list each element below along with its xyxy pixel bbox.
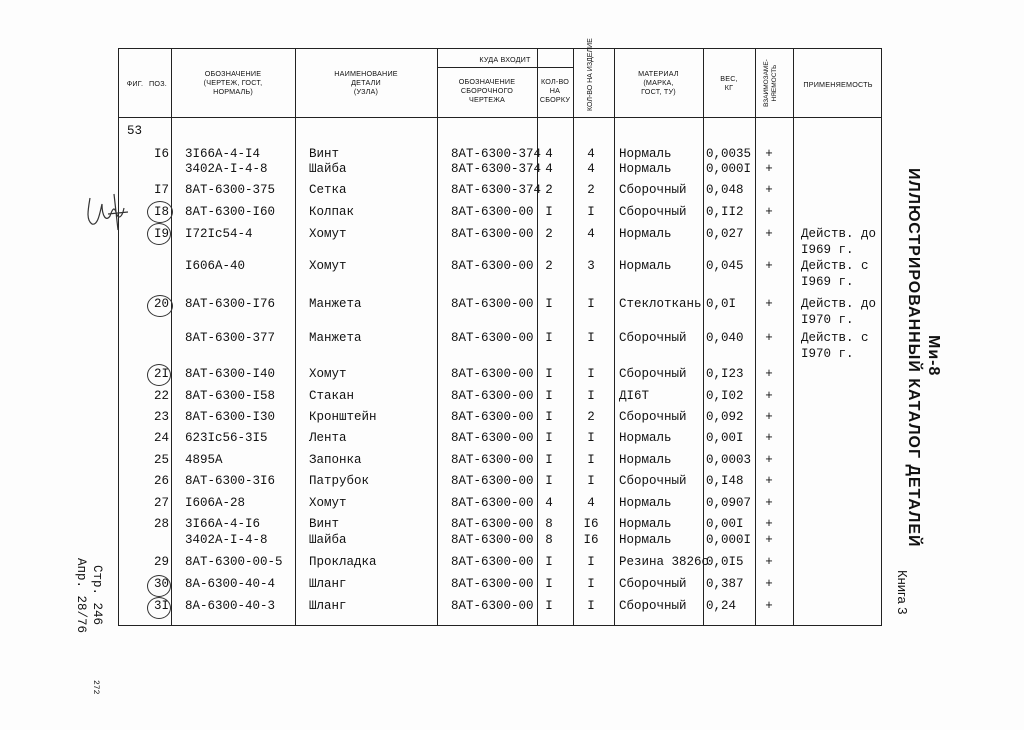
cell-x: +: [765, 147, 773, 161]
cell-mat: Нормаль: [619, 162, 672, 176]
header-asm-line: ЧЕРТЕЖА: [468, 95, 506, 104]
cell-x: +: [765, 496, 773, 510]
cell-qa: I: [545, 474, 553, 488]
cell-qa: 8: [545, 517, 553, 531]
cell-x: +: [765, 517, 773, 531]
cell-mat: Сборочный: [619, 577, 687, 591]
cell-code: 8AT-6300-375: [185, 183, 276, 197]
page-number: 272: [91, 680, 100, 695]
cell-name: Лента: [309, 431, 347, 445]
cell-ap: I969 г.: [801, 243, 854, 257]
cell-pos: 26: [153, 474, 169, 488]
cell-name: Хомут: [309, 259, 347, 273]
cell-asm: 8AT-6300-00: [451, 474, 534, 488]
header-qty-asm-line: КОЛ-ВО: [540, 77, 570, 86]
col-divider: [573, 49, 574, 625]
cell-qp: 4: [587, 162, 595, 176]
cell-w: 0,0I5: [706, 555, 744, 569]
cell-name: Шайба: [309, 533, 347, 547]
cell-w: 0,027: [706, 227, 744, 241]
cell-asm: 8AT-6300-00: [451, 496, 534, 510]
cell-name: Прокладка: [309, 555, 377, 569]
cell-name: Патрубок: [309, 474, 370, 488]
cell-qp: 2: [587, 183, 595, 197]
header-code: [171, 69, 295, 96]
cell-asm: 8AT-6300-00: [451, 577, 534, 591]
cell-code: 8A-6300-40-3: [185, 599, 276, 613]
cell-pos: I8: [153, 205, 169, 219]
position-circle: [147, 223, 171, 245]
header-name-line: НАИМЕНОВАНИЕ: [334, 69, 398, 78]
cell-pos: 27: [153, 496, 169, 510]
cell-code: 8AT-6300-I76: [185, 297, 276, 311]
cell-qp: I: [587, 474, 595, 488]
cell-x: +: [765, 453, 773, 467]
header-asm-line: СБОРОЧНОГО: [460, 86, 514, 95]
cell-code: I606A-28: [185, 496, 246, 510]
position-circle: [147, 364, 171, 386]
cell-w: 0,092: [706, 410, 744, 424]
cell-name: Манжета: [309, 297, 362, 311]
header-asm-line: ОБОЗНАЧЕНИЕ: [458, 77, 516, 86]
cell-code: 3402A-I-4-8: [185, 162, 268, 176]
cell-x: +: [765, 599, 773, 613]
cell-asm: 8AT-6300-00: [451, 205, 534, 219]
cell-pos: 23: [153, 410, 169, 424]
cell-qa: 8: [545, 533, 553, 547]
cell-pos: 22: [153, 389, 169, 403]
cell-x: +: [765, 555, 773, 569]
cell-name: Хомут: [309, 367, 347, 381]
cell-w: 0,24: [706, 599, 737, 613]
cell-qa: 4: [545, 496, 553, 510]
cell-asm: 8AT-6300-00: [451, 555, 534, 569]
cell-name: Манжета: [309, 331, 362, 345]
cell-code: 3I66A-4-I6: [185, 517, 261, 531]
cell-qa: I: [545, 599, 553, 613]
cell-x: +: [765, 410, 773, 424]
cell-w: 0,040: [706, 331, 744, 345]
cell-w: 0,II2: [706, 205, 744, 219]
cell-code: 8AT-6300-I30: [185, 410, 276, 424]
cell-w: 0,I23: [706, 367, 744, 381]
cell-qp: I6: [583, 533, 599, 547]
cell-pos: 20: [153, 297, 169, 311]
cell-pos: 24: [153, 431, 169, 445]
cell-name: Шланг: [309, 599, 347, 613]
cell-w: 0,00I: [706, 431, 744, 445]
cell-asm: 8AT-6300-374: [451, 183, 542, 197]
position-circle: [147, 201, 173, 223]
header-material-line: МАТЕРИАЛ: [638, 69, 679, 78]
header-applic: ПРИМЕНЯЕМОСТЬ: [803, 80, 873, 89]
cell-qp: I: [587, 555, 595, 569]
cell-code: 8AT-6300-I60: [185, 205, 276, 219]
cell-qa: I: [545, 205, 553, 219]
parts-table: [118, 38, 882, 626]
cell-mat: Нормаль: [619, 259, 672, 273]
cell-qp: I: [587, 297, 595, 311]
col-divider: [437, 49, 438, 625]
cell-x: +: [765, 331, 773, 345]
cell-w: 0,I48: [706, 474, 744, 488]
cell-x: +: [765, 367, 773, 381]
cell-asm: 8AT-6300-374: [451, 162, 542, 176]
header-material-line: ГОСТ, ТУ): [641, 87, 676, 96]
cell-name: Запонка: [309, 453, 362, 467]
cell-mat: Нормаль: [619, 533, 672, 547]
cell-qp: 2: [587, 410, 595, 424]
col-divider: [537, 49, 538, 625]
cell-qp: I6: [583, 517, 599, 531]
cell-code: 4895A: [185, 453, 223, 467]
cell-mat: Сборочный: [619, 205, 687, 219]
cell-name: Винт: [309, 147, 340, 161]
cell-x: +: [765, 577, 773, 591]
header-subdivider: [437, 67, 573, 68]
cell-x: +: [765, 227, 773, 241]
cell-pos: I7: [153, 183, 169, 197]
cell-w: 0,048: [706, 183, 744, 197]
cell-qp: 4: [587, 496, 595, 510]
cell-w: 0,0I: [706, 297, 737, 311]
cell-x: +: [765, 431, 773, 445]
cell-asm: 8AT-6300-00: [451, 431, 534, 445]
cell-w: 0,000I: [706, 533, 752, 547]
col-divider: [614, 49, 615, 625]
cell-qp: I: [587, 453, 595, 467]
cell-asm: 8AT-6300-00: [451, 259, 534, 273]
cell-w: 0,387: [706, 577, 744, 591]
header-code-line: НОРМАЛЬ): [213, 87, 253, 96]
cell-qa: I: [545, 577, 553, 591]
header-name-line: ДЕТАЛИ: [351, 78, 381, 87]
header-pos: ПОЗ.: [149, 79, 167, 88]
cell-pos: 28: [153, 517, 169, 531]
cell-qp: I: [587, 577, 595, 591]
cell-pos: 25: [153, 453, 169, 467]
cell-qa: I: [545, 431, 553, 445]
cell-ap: I970 г.: [801, 313, 854, 327]
cell-mat: Сборочный: [619, 331, 687, 345]
cell-mat: Сборочный: [619, 183, 687, 197]
cell-name: Стакан: [309, 389, 355, 403]
cell-qa: 4: [545, 147, 553, 161]
book-label: Книга 3: [895, 570, 910, 615]
cell-qa: I: [545, 389, 553, 403]
cell-ap: I970 г.: [801, 347, 854, 361]
position-circle: [147, 575, 171, 597]
cell-ap: Действ. с: [801, 259, 869, 273]
header-fig: ФИГ.: [126, 79, 144, 88]
cell-asm: 8AT-6300-00: [451, 227, 534, 241]
date-label: Апр. 28/76: [74, 558, 88, 634]
header-weight-line: КГ: [724, 83, 734, 92]
cell-x: +: [765, 183, 773, 197]
cell-qa: I: [545, 331, 553, 345]
cell-asm: 8AT-6300-00: [451, 599, 534, 613]
side-title-catalog: ИЛЛЮСТРИРОВАННЫЙ КАТАЛОГ ДЕТАЛЕЙ: [905, 168, 922, 548]
cell-qp: I: [587, 389, 595, 403]
cell-asm: 8AT-6300-00: [451, 367, 534, 381]
cell-qa: 2: [545, 227, 553, 241]
cell-asm: 8AT-6300-00: [451, 389, 534, 403]
col-divider: [793, 49, 794, 625]
cell-qa: 2: [545, 259, 553, 273]
header-code-line: (ЧЕРТЕЖ, ГОСТ,: [203, 78, 263, 87]
cell-asm: 8AT-6300-00: [451, 533, 534, 547]
cell-asm: 8AT-6300-00: [451, 297, 534, 311]
header-weight-line: ВЕС,: [720, 74, 738, 83]
cell-qp: I: [587, 599, 595, 613]
cell-mat: Сборочный: [619, 599, 687, 613]
cell-x: +: [765, 474, 773, 488]
cell-name: Колпак: [309, 205, 355, 219]
cell-mat: Нормаль: [619, 147, 672, 161]
col-divider: [703, 49, 704, 625]
cell-name: Сетка: [309, 183, 347, 197]
cell-code: 8AT-6300-I58: [185, 389, 276, 403]
header-divider: [119, 117, 881, 118]
cell-mat: Стеклоткань: [619, 297, 702, 311]
cell-w: 0,045: [706, 259, 744, 273]
header-name: [295, 69, 437, 96]
cell-code: 8AT-6300-00-5: [185, 555, 283, 569]
cell-ap: Действ. до: [801, 227, 877, 241]
cell-qp: 4: [587, 147, 595, 161]
cell-pos: 30: [153, 577, 169, 591]
cell-w: 0,00I: [706, 517, 744, 531]
position-circle: [147, 295, 173, 317]
cell-mat: ДI6Т: [619, 389, 650, 403]
cell-asm: 8AT-6300-00: [451, 517, 534, 531]
cell-code: 623Ic56-3I5: [185, 431, 268, 445]
cell-pos: I9: [153, 227, 169, 241]
header-asm-code: [437, 77, 537, 104]
fig-number: 53: [127, 124, 143, 138]
cell-name: Хомут: [309, 227, 347, 241]
header-interch: ВЗАИМОЗАМЕ- НЯЕМОСТЬ: [763, 59, 778, 107]
col-divider: [755, 49, 756, 625]
cell-mat: Нормаль: [619, 517, 672, 531]
cell-mat: Сборочный: [619, 410, 687, 424]
cell-code: 8A-6300-40-4: [185, 577, 276, 591]
cell-asm: 8AT-6300-00: [451, 410, 534, 424]
cell-code: 8AT-6300-377: [185, 331, 276, 345]
cell-code: I72Ic54-4: [185, 227, 253, 241]
header-qty-prod: КОЛ-ВО НА ИЗДЕЛИЕ: [587, 38, 594, 111]
cell-ap: I969 г.: [801, 275, 854, 289]
cell-w: 0,0003: [706, 453, 752, 467]
page-label: Стр. 246: [90, 565, 104, 626]
cell-w: 0,000I: [706, 162, 752, 176]
cell-x: +: [765, 162, 773, 176]
handwritten-signature: [78, 190, 148, 234]
cell-pos: 2I: [153, 367, 169, 381]
cell-asm: 8AT-6300-00: [451, 453, 534, 467]
col-divider: [171, 49, 172, 625]
cell-name: Шланг: [309, 577, 347, 591]
header-code-line: ОБОЗНАЧЕНИЕ: [204, 69, 262, 78]
cell-x: +: [765, 259, 773, 273]
cell-mat: Нормаль: [619, 453, 672, 467]
cell-code: 3I66A-4-I4: [185, 147, 261, 161]
cell-w: 0,0907: [706, 496, 752, 510]
header-material: [614, 69, 703, 96]
cell-qa: 2: [545, 183, 553, 197]
header-qty-asm-line: НА: [549, 86, 561, 95]
header-name-line: (УЗЛА): [353, 87, 379, 96]
cell-qp: I: [587, 431, 595, 445]
cell-qp: 3: [587, 259, 595, 273]
header-qty-asm: [537, 77, 573, 104]
cell-mat: Нормаль: [619, 431, 672, 445]
header-qty-asm-line: СБОРКУ: [539, 95, 571, 104]
cell-x: +: [765, 533, 773, 547]
position-circle: [147, 597, 171, 619]
cell-qp: 4: [587, 227, 595, 241]
side-title-model: Ми-8: [925, 335, 942, 377]
cell-ap: Действ. до: [801, 297, 877, 311]
cell-x: +: [765, 389, 773, 403]
cell-x: +: [765, 205, 773, 219]
cell-name: Кронштейн: [309, 410, 377, 424]
cell-ap: Действ. с: [801, 331, 869, 345]
header-weight: [703, 74, 755, 92]
cell-mat: Сборочный: [619, 474, 687, 488]
cell-mat: Резина 3826с: [619, 555, 710, 569]
cell-qp: I: [587, 367, 595, 381]
header-material-line: (МАРКА,: [643, 78, 674, 87]
cell-name: Шайба: [309, 162, 347, 176]
cell-qa: I: [545, 555, 553, 569]
cell-name: Винт: [309, 517, 340, 531]
cell-w: 0,I02: [706, 389, 744, 403]
cell-code: 8AT-6300-3I6: [185, 474, 276, 488]
cell-mat: Нормаль: [619, 496, 672, 510]
cell-code: I606A-40: [185, 259, 246, 273]
cell-asm: 8AT-6300-374: [451, 147, 542, 161]
cell-qa: I: [545, 297, 553, 311]
cell-x: +: [765, 297, 773, 311]
cell-code: 3402A-I-4-8: [185, 533, 268, 547]
cell-qa: I: [545, 453, 553, 467]
cell-qa: 4: [545, 162, 553, 176]
cell-mat: Нормаль: [619, 227, 672, 241]
cell-pos: I6: [153, 147, 169, 161]
cell-pos: 3I: [153, 599, 169, 613]
cell-qp: I: [587, 331, 595, 345]
cell-qa: I: [545, 410, 553, 424]
cell-pos: 29: [153, 555, 169, 569]
col-divider: [295, 49, 296, 625]
cell-asm: 8AT-6300-00: [451, 331, 534, 345]
header-goes-into: КУДА ВХОДИТ: [479, 55, 531, 64]
cell-code: 8AT-6300-I40: [185, 367, 276, 381]
cell-name: Хомут: [309, 496, 347, 510]
cell-qp: I: [587, 205, 595, 219]
cell-w: 0,0035: [706, 147, 752, 161]
cell-qa: I: [545, 367, 553, 381]
cell-mat: Сборочный: [619, 367, 687, 381]
